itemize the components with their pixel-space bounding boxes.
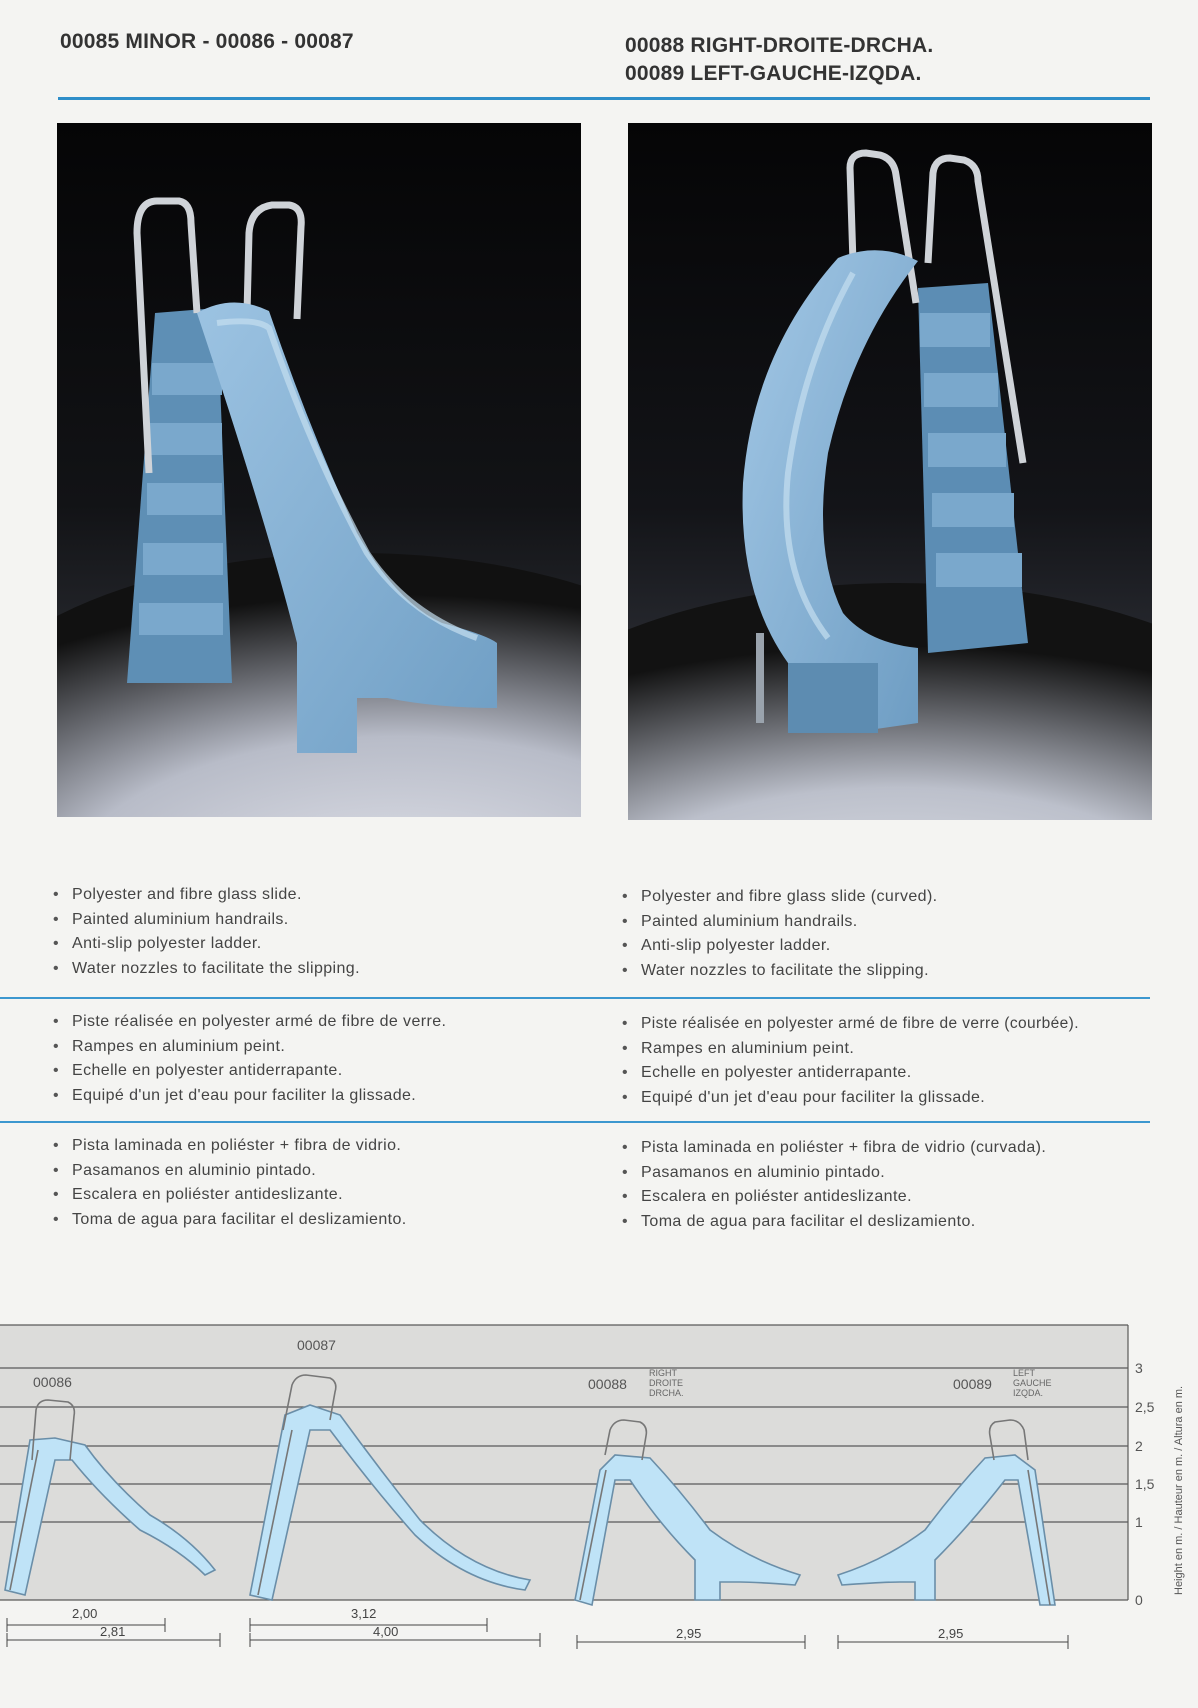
section-rule-1 <box>0 997 1150 999</box>
dimension-lines <box>7 1618 1068 1649</box>
left-features-es <box>51 1134 407 1232</box>
list-item: • Toma de agua para facilitar el deslizamiento. <box>51 1208 407 1233</box>
model-label-00087: 00087 <box>297 1337 336 1353</box>
right-features-fr <box>620 1012 1079 1110</box>
left-features-fr <box>51 1010 446 1108</box>
scale-label-3: 3 <box>1135 1360 1143 1376</box>
list-item: • Polyester and fibre glass slide. <box>51 883 360 908</box>
tag-00089-line-1: LEFT <box>1013 1368 1036 1378</box>
tag-00089-line-3: IZQDA. <box>1013 1388 1044 1398</box>
tag-00088-line-3: DRCHA. <box>649 1388 684 1398</box>
list-item: • Escalera en poliéster antideslizante. <box>51 1183 407 1208</box>
scale-label-1: 1 <box>1135 1514 1143 1530</box>
header-left-title: 00085 MINOR - 00086 - 00087 <box>60 30 354 53</box>
curved-slide-photo <box>628 123 1152 820</box>
list-item: • Pista laminada en poliéster + fibra de vidrio (curvada). <box>620 1136 1046 1161</box>
dim-00089-outer: 2,95 <box>938 1626 964 1641</box>
header-rule <box>58 97 1150 100</box>
list-item: • Escalera en poliéster antideslizante. <box>620 1185 1046 1210</box>
dim-00087-outer: 4,00 <box>373 1624 399 1639</box>
model-label-00086: 00086 <box>33 1374 72 1390</box>
diagram-background <box>0 1325 1128 1600</box>
list-item: • Echelle en polyester antiderrapante. <box>620 1061 1079 1086</box>
dim-00086-outer: 2,81 <box>100 1624 126 1639</box>
list-item: • Equipé d'un jet d'eau pour faciliter la glissade. <box>620 1086 1079 1111</box>
scale-label-1-5: 1,5 <box>1135 1476 1155 1492</box>
dim-00088-outer: 2,95 <box>676 1626 702 1641</box>
tag-00089-line-2: GAUCHE <box>1013 1378 1052 1388</box>
list-item: • Pasamanos en aluminio pintado. <box>51 1159 407 1184</box>
scale-label-2-5: 2,5 <box>1135 1399 1155 1415</box>
list-item: • Rampes en aluminium peint. <box>620 1037 1079 1062</box>
height-axis-label: Height en m. / Hauteur en m. / Altura en m. <box>1173 1385 1185 1595</box>
slide-dimension-diagram <box>0 1320 1198 1665</box>
list-item: • Pista laminada en poliéster + fibra de vidrio. <box>51 1134 407 1159</box>
tag-00088-line-1: RIGHT <box>649 1368 677 1378</box>
list-item: • Piste réalisée en polyester armé de fibre de verre (courbée). <box>620 1012 1079 1037</box>
model-label-00088: 00088 <box>588 1376 627 1392</box>
list-item: • Toma de agua para facilitar el deslizamiento. <box>620 1210 1046 1235</box>
right-features-es <box>620 1136 1046 1234</box>
list-item: • Anti-slip polyester ladder. <box>51 932 360 957</box>
header-right-title-1: 00088 RIGHT-DROITE-DRCHA. <box>625 34 934 57</box>
left-features-en <box>51 883 360 981</box>
list-item: • Water nozzles to facilitate the slipping. <box>620 959 938 984</box>
list-item: • Piste réalisée en polyester armé de fibre de verre. <box>51 1010 446 1035</box>
list-item: • Painted aluminium handrails. <box>620 910 938 935</box>
list-item: • Painted aluminium handrails. <box>51 908 360 933</box>
tag-00088-line-2: DROITE <box>649 1378 684 1388</box>
list-item: • Water nozzles to facilitate the slipping. <box>51 957 360 982</box>
straight-slide-photo <box>57 123 581 817</box>
list-item: • Rampes en aluminium peint. <box>51 1035 446 1060</box>
list-item: • Equipé d'un jet d'eau pour faciliter la glissade. <box>51 1084 446 1109</box>
header-right-title-2: 00089 LEFT-GAUCHE-IZQDA. <box>625 62 922 85</box>
list-item: • Anti-slip polyester ladder. <box>620 934 938 959</box>
scale-label-0: 0 <box>1135 1592 1143 1608</box>
model-label-00089: 00089 <box>953 1376 992 1392</box>
scale-label-2: 2 <box>1135 1438 1143 1454</box>
section-rule-2 <box>0 1121 1150 1123</box>
right-features-en <box>620 885 938 983</box>
dim-00086-inner: 2,00 <box>72 1606 98 1621</box>
list-item: • Pasamanos en aluminio pintado. <box>620 1161 1046 1186</box>
dim-00087-inner: 3,12 <box>351 1606 377 1621</box>
list-item: • Polyester and fibre glass slide (curved). <box>620 885 938 910</box>
list-item: • Echelle en polyester antiderrapante. <box>51 1059 446 1084</box>
